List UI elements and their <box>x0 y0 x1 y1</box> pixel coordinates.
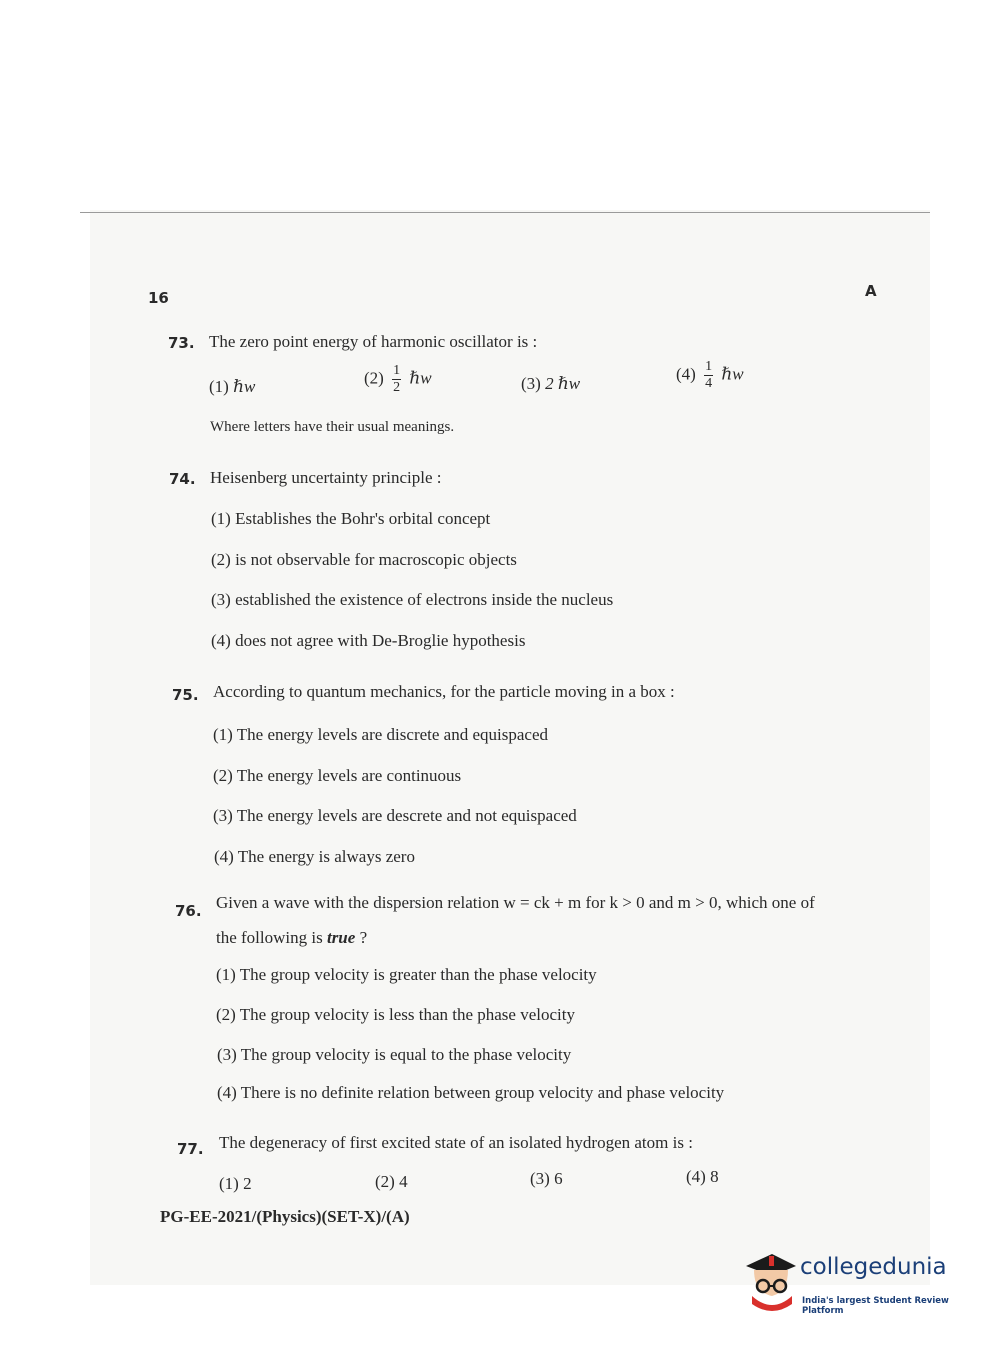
paper-code: PG-EE-2021/(Physics)(SET-X)/(A) <box>160 1207 410 1226</box>
option <box>216 1005 575 1025</box>
option-text: ℏw <box>233 377 256 396</box>
option-label: (2) <box>364 368 384 388</box>
option-label: (2) <box>375 1172 395 1191</box>
option-text: ℏw <box>721 364 744 384</box>
option-text: The group velocity is equal to the phase velocity <box>240 1045 572 1064</box>
question-text: The zero point energy of harmonic oscillator is : <box>209 332 538 351</box>
option-label: (4) <box>211 631 231 650</box>
option <box>217 1045 571 1065</box>
option-label: (4) <box>676 364 696 384</box>
option <box>211 590 613 610</box>
option-label: (2) <box>213 766 233 785</box>
option-label: (3) <box>530 1169 550 1188</box>
option-label: (3) <box>521 374 541 393</box>
text-prefix: the following is <box>216 928 327 947</box>
option-text: The energy is always zero <box>237 847 415 866</box>
option <box>364 364 432 395</box>
question-text: Heisenberg uncertainty principle : <box>210 468 442 487</box>
option <box>213 725 548 745</box>
fraction-denominator: 4 <box>705 376 713 391</box>
question-number: 74. <box>169 470 196 488</box>
option-label: (1) <box>209 377 229 396</box>
brand-tagline: India's largest Student Review Platform <box>802 1296 949 1316</box>
option-text: There is no definite relation between group velocity and phase velocity <box>240 1083 725 1102</box>
exam-page-background <box>90 210 930 1285</box>
option-label: (4) <box>214 847 234 866</box>
option <box>211 550 517 570</box>
fraction-denominator: 2 <box>393 380 401 395</box>
option-text: ℏw <box>409 368 432 388</box>
emphasis-true: true <box>326 928 356 947</box>
option-text: 6 <box>554 1169 563 1188</box>
option <box>676 360 744 391</box>
question-number: 76. <box>175 902 202 920</box>
option-label: (3) <box>211 590 231 609</box>
fraction <box>392 364 401 395</box>
option-text: The group velocity is less than the phase velocity <box>239 1005 575 1024</box>
option-text: The energy levels are descrete and not equispaced <box>236 806 577 825</box>
mascot-icon <box>742 1248 798 1318</box>
option <box>211 509 490 529</box>
option-text: is not observable for macroscopic objects <box>235 550 517 569</box>
option <box>375 1172 408 1192</box>
question-text: According to quantum mechanics, for the particle moving in a box : <box>213 682 675 701</box>
option-text: established the existence of electrons inside the nucleus <box>235 590 614 609</box>
collegedunia-watermark <box>742 1248 972 1318</box>
option-label: (1) <box>211 509 231 528</box>
option-label: (1) <box>219 1174 239 1193</box>
option <box>211 631 525 651</box>
option-text: 4 <box>399 1172 408 1191</box>
option <box>530 1169 563 1189</box>
option <box>216 965 597 985</box>
question-number: 75. <box>172 686 199 704</box>
option-label: (3) <box>217 1045 237 1064</box>
option <box>217 1083 724 1103</box>
option <box>686 1167 719 1187</box>
question-text-line-1: Given a wave with the dispersion relation w = ck + m for k > 0 and m > 0, which one of <box>216 893 815 912</box>
option-text: 2 ℏw <box>545 374 581 393</box>
option-text: The energy levels are discrete and equispaced <box>236 725 548 744</box>
option-text: The group velocity is greater than the phase velocity <box>239 965 597 984</box>
question-note: Where letters have their usual meanings. <box>210 419 455 435</box>
option <box>214 847 415 867</box>
option <box>213 806 577 826</box>
brand-name: collegedunia <box>800 1254 947 1280</box>
option-label: (4) <box>686 1167 706 1186</box>
fraction <box>704 360 713 391</box>
option <box>213 766 461 786</box>
option-label: (3) <box>213 806 233 825</box>
top-rule <box>80 212 930 213</box>
option-label: (2) <box>216 1005 236 1024</box>
page-number: 16 <box>148 289 169 307</box>
option <box>521 374 580 394</box>
question-number: 77. <box>177 1140 204 1158</box>
question-text-line-2 <box>216 928 367 948</box>
option-label: (1) <box>213 725 233 744</box>
fraction-numerator: 1 <box>393 363 401 378</box>
option-label: (1) <box>216 965 236 984</box>
option <box>209 377 255 397</box>
option-label: (2) <box>211 550 231 569</box>
option-text: does not agree with De-Broglie hypothesis <box>235 631 526 650</box>
option-text: The energy levels are continuous <box>236 766 462 785</box>
option <box>219 1174 252 1194</box>
set-code: A <box>865 282 877 300</box>
question-number: 73. <box>168 334 195 352</box>
option-label: (4) <box>217 1083 237 1102</box>
fraction-numerator: 1 <box>705 359 713 374</box>
option-text: Establishes the Bohr's orbital concept <box>235 509 491 528</box>
option-text: 8 <box>710 1167 719 1186</box>
question-text: The degeneracy of first excited state of an isolated hydrogen atom is : <box>219 1133 693 1152</box>
option-text: 2 <box>243 1174 252 1193</box>
text-suffix: ? <box>355 928 368 947</box>
